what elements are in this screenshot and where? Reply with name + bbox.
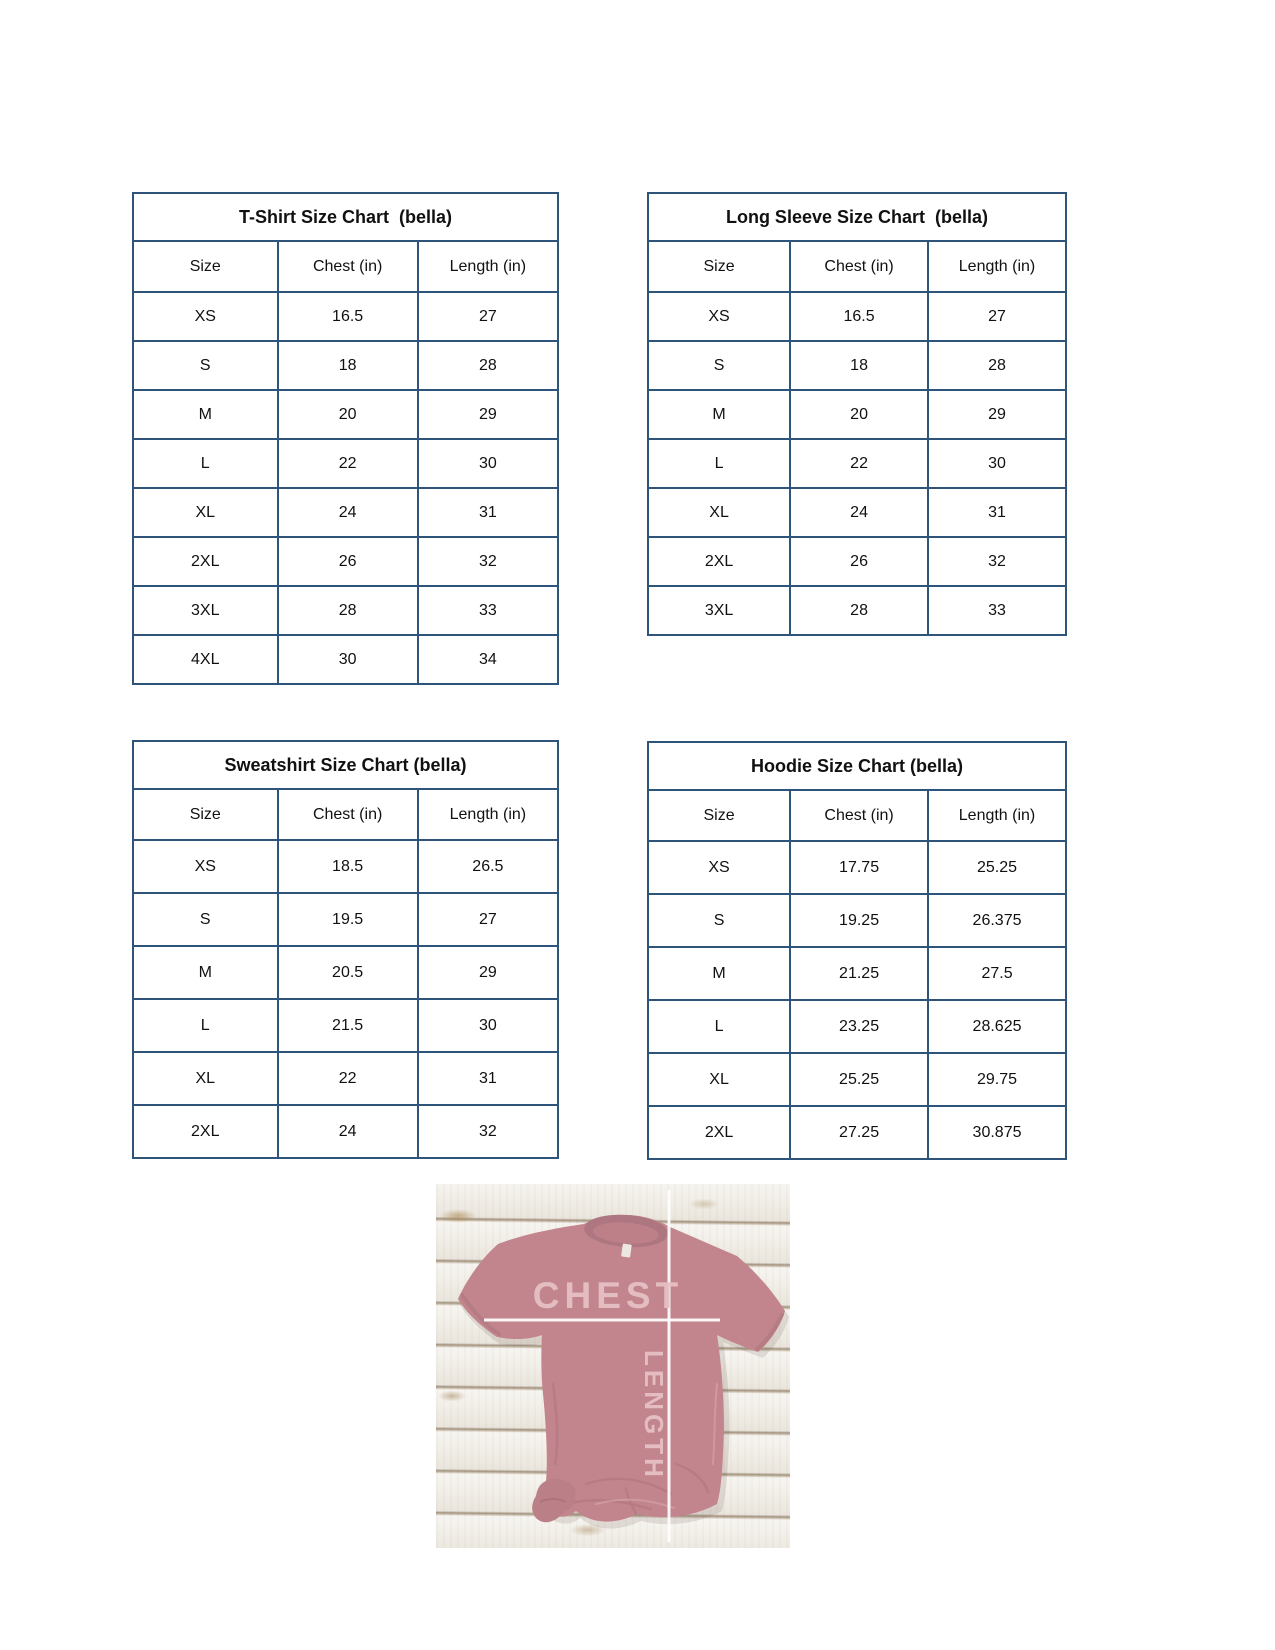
table-cell: 17.75 <box>790 841 928 894</box>
table-row <box>648 1053 1066 1106</box>
table-row <box>648 1000 1066 1053</box>
table-title: Sweatshirt Size Chart (bella) <box>133 741 558 789</box>
column-header: Length (in) <box>928 241 1066 292</box>
table-row <box>133 439 558 488</box>
table-cell: 19.5 <box>278 893 418 946</box>
chest-label: CHEST <box>532 1275 684 1316</box>
table-cell: L <box>648 439 790 488</box>
table-cell: 27 <box>928 292 1066 341</box>
table-cell: XS <box>133 292 278 341</box>
column-header: Size <box>648 241 790 292</box>
table-row <box>648 947 1066 1000</box>
table-cell: M <box>133 390 278 439</box>
table-cell: M <box>648 947 790 1000</box>
table-row <box>133 292 558 341</box>
table-header-row <box>648 790 1066 841</box>
table-cell: 18.5 <box>278 840 418 893</box>
column-header: Chest (in) <box>278 789 418 840</box>
table-cell: 3XL <box>648 586 790 635</box>
table-cell: 23.25 <box>790 1000 928 1053</box>
neck-label <box>621 1244 632 1258</box>
table-cell: 29 <box>418 946 558 999</box>
column-header: Chest (in) <box>790 790 928 841</box>
table-cell: 30.875 <box>928 1106 1066 1159</box>
table-cell: S <box>648 894 790 947</box>
table-cell: 24 <box>278 488 418 537</box>
table-cell: 30 <box>418 439 558 488</box>
table-header-row <box>648 241 1066 292</box>
table-cell: 26 <box>278 537 418 586</box>
table-cell: 26.375 <box>928 894 1066 947</box>
table-cell: 19.25 <box>790 894 928 947</box>
table-cell: 27.25 <box>790 1106 928 1159</box>
table-cell: M <box>648 390 790 439</box>
table-cell: 28 <box>790 586 928 635</box>
table-header-row <box>133 789 558 840</box>
table-cell: 27 <box>418 292 558 341</box>
table-cell: 2XL <box>133 1105 278 1158</box>
column-header: Size <box>133 789 278 840</box>
table-cell: M <box>133 946 278 999</box>
table-title-row <box>648 742 1066 790</box>
table-title: T-Shirt Size Chart (bella) <box>133 193 558 241</box>
table-row <box>648 488 1066 537</box>
table-row <box>133 586 558 635</box>
table-row <box>133 1105 558 1158</box>
table-row <box>133 390 558 439</box>
table-cell: 28.625 <box>928 1000 1066 1053</box>
column-header: Length (in) <box>418 789 558 840</box>
table-cell: XS <box>133 840 278 893</box>
table-cell: 22 <box>278 439 418 488</box>
column-header: Size <box>648 790 790 841</box>
table-cell: 4XL <box>133 635 278 684</box>
table-row <box>648 586 1066 635</box>
table-cell: 31 <box>418 1052 558 1105</box>
table-cell: 32 <box>418 537 558 586</box>
hoodie-size-table <box>647 741 1067 1160</box>
table-cell: 21.5 <box>278 999 418 1052</box>
tshirt-measure-graphic <box>436 1184 790 1548</box>
table-cell: 21.25 <box>790 947 928 1000</box>
table-cell: 24 <box>278 1105 418 1158</box>
table-cell: 28 <box>928 341 1066 390</box>
table-row <box>133 893 558 946</box>
table-cell: 18 <box>790 341 928 390</box>
sweatshirt-size-table <box>132 740 559 1159</box>
table-cell: XL <box>133 488 278 537</box>
table-cell: 32 <box>928 537 1066 586</box>
table-row <box>133 1052 558 1105</box>
table-cell: L <box>648 1000 790 1053</box>
table-cell: XL <box>133 1052 278 1105</box>
table-title-row <box>648 193 1066 241</box>
table-cell: 29 <box>928 390 1066 439</box>
table-row <box>133 341 558 390</box>
tshirt-shape <box>458 1215 785 1522</box>
table-cell: 31 <box>418 488 558 537</box>
table-cell: 32 <box>418 1105 558 1158</box>
table-row <box>648 1106 1066 1159</box>
table-cell: 28 <box>418 341 558 390</box>
table-cell: S <box>133 893 278 946</box>
table-title: Long Sleeve Size Chart (bella) <box>648 193 1066 241</box>
table-cell: 2XL <box>133 537 278 586</box>
table-cell: 26 <box>790 537 928 586</box>
table-row <box>648 341 1066 390</box>
table-row <box>648 537 1066 586</box>
table-cell: 34 <box>418 635 558 684</box>
table-cell: 30 <box>278 635 418 684</box>
table-cell: 29 <box>418 390 558 439</box>
table-cell: 22 <box>790 439 928 488</box>
table-cell: 22 <box>278 1052 418 1105</box>
table-row <box>133 840 558 893</box>
table-cell: 26.5 <box>418 840 558 893</box>
table-cell: XL <box>648 488 790 537</box>
table-cell: XS <box>648 292 790 341</box>
column-header: Length (in) <box>418 241 558 292</box>
table-cell: 18 <box>278 341 418 390</box>
long-sleeve-size-table <box>647 192 1067 636</box>
table-title-row <box>133 193 558 241</box>
tshirt-size-table <box>132 192 559 685</box>
table-cell: L <box>133 999 278 1052</box>
table-cell: 27.5 <box>928 947 1066 1000</box>
table-cell: 16.5 <box>790 292 928 341</box>
table-header-row <box>133 241 558 292</box>
table-row <box>648 439 1066 488</box>
table-cell: 3XL <box>133 586 278 635</box>
table-title-row <box>133 741 558 789</box>
table-row <box>648 894 1066 947</box>
table-cell: 20.5 <box>278 946 418 999</box>
table-cell: 20 <box>790 390 928 439</box>
table-row <box>648 841 1066 894</box>
table-row <box>133 999 558 1052</box>
column-header: Chest (in) <box>278 241 418 292</box>
table-cell: XL <box>648 1053 790 1106</box>
length-label: LENGTH <box>639 1350 669 1481</box>
table-cell: S <box>648 341 790 390</box>
table-cell: S <box>133 341 278 390</box>
column-header: Chest (in) <box>790 241 928 292</box>
table-cell: 20 <box>278 390 418 439</box>
table-cell: 16.5 <box>278 292 418 341</box>
table-cell: 30 <box>418 999 558 1052</box>
table-cell: L <box>133 439 278 488</box>
table-cell: 29.75 <box>928 1053 1066 1106</box>
table-row <box>133 488 558 537</box>
table-cell: 33 <box>418 586 558 635</box>
column-header: Length (in) <box>928 790 1066 841</box>
table-row <box>133 537 558 586</box>
table-cell: 25.25 <box>790 1053 928 1106</box>
table-row <box>133 946 558 999</box>
column-header: Size <box>133 241 278 292</box>
table-cell: XS <box>648 841 790 894</box>
table-row <box>648 390 1066 439</box>
table-row <box>648 292 1066 341</box>
table-cell: 33 <box>928 586 1066 635</box>
table-cell: 2XL <box>648 537 790 586</box>
table-cell: 30 <box>928 439 1066 488</box>
table-cell: 25.25 <box>928 841 1066 894</box>
table-row <box>133 635 558 684</box>
table-cell: 2XL <box>648 1106 790 1159</box>
table-cell: 31 <box>928 488 1066 537</box>
table-title: Hoodie Size Chart (bella) <box>648 742 1066 790</box>
table-cell: 28 <box>278 586 418 635</box>
table-cell: 27 <box>418 893 558 946</box>
table-cell: 24 <box>790 488 928 537</box>
product-photo <box>436 1184 790 1548</box>
